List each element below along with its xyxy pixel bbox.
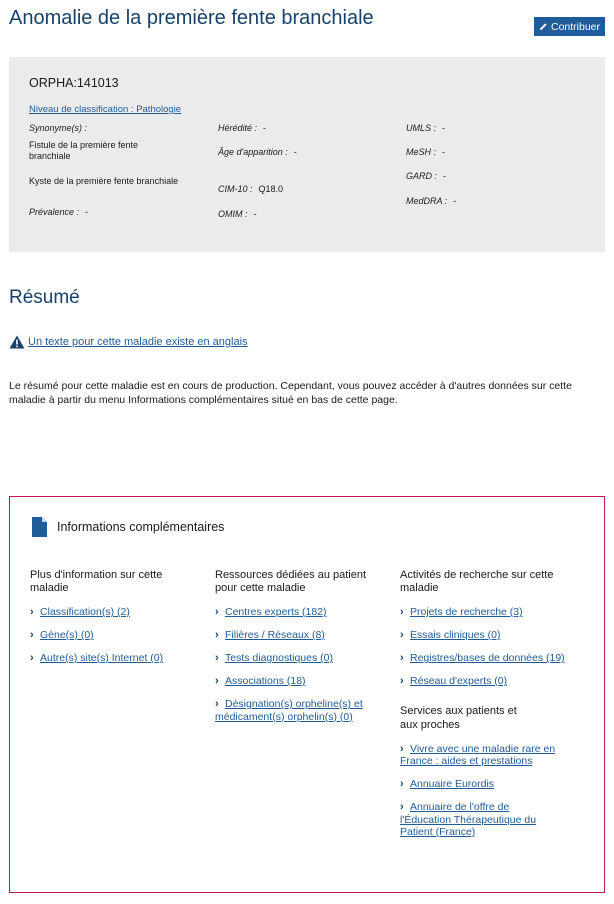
- synonym-item: Kyste de la première fente branchiale: [29, 176, 179, 186]
- associations-link[interactable]: › Associations (18): [215, 675, 306, 687]
- orphan-designations-link[interactable]: › Désignation(s) orpheline(s) et médicament(s) orphelin(s) (0): [215, 698, 363, 723]
- onset-age-field: Âge d'apparition : -: [218, 147, 297, 157]
- pencil-icon: [539, 22, 548, 31]
- synonym-item: Fistule de la première fente branchiale: [29, 140, 139, 161]
- chevron-right-icon: ›: [400, 801, 404, 813]
- warning-icon: [9, 335, 25, 349]
- therapeutic-education-directory-link[interactable]: › Annuaire de l'offre de l'Éducation Thérapeutique du Patient (France): [400, 801, 537, 838]
- contribute-label: Contribuer: [550, 20, 601, 33]
- chevron-right-icon: ›: [400, 606, 404, 618]
- registries-link[interactable]: › Registres/bases de données (19): [400, 652, 565, 664]
- more-info-col-patient: [215, 569, 385, 734]
- diagnostic-tests-link[interactable]: › Tests diagnostiques (0): [215, 652, 333, 664]
- chevron-right-icon: ›: [215, 652, 219, 664]
- chevron-right-icon: ›: [215, 629, 219, 641]
- classifications-link[interactable]: › Classification(s) (2): [30, 606, 130, 618]
- more-info-col-disease: [30, 569, 200, 675]
- classification-level-link[interactable]: Niveau de classification : Pathologie: [29, 104, 182, 115]
- genes-link[interactable]: › Gène(s) (0): [30, 629, 94, 641]
- expert-centres-link[interactable]: › Centres experts (182): [215, 606, 327, 618]
- chevron-right-icon: ›: [400, 652, 404, 664]
- chevron-right-icon: ›: [30, 606, 34, 618]
- other-websites-link[interactable]: › Autre(s) site(s) Internet (0): [30, 652, 164, 664]
- networks-link[interactable]: › Filières / Réseaux (8): [215, 629, 325, 641]
- chevron-right-icon: ›: [400, 675, 404, 687]
- meddra-field: MedDRA : -: [406, 196, 457, 206]
- chevron-right-icon: ›: [215, 698, 219, 710]
- prevalence-field: Prévalence : -: [29, 207, 89, 217]
- icd10-field: CIM-10 : Q18.0: [218, 184, 284, 194]
- col-heading: Ressources dédiées au patient pour cette maladie: [215, 569, 367, 594]
- more-info-title: Informations complémentaires: [57, 520, 225, 534]
- mesh-field: MeSH : -: [406, 147, 446, 157]
- expert-network-link[interactable]: › Réseau d'experts (0): [400, 675, 508, 687]
- chevron-right-icon: ›: [400, 742, 404, 755]
- chevron-right-icon: ›: [215, 675, 219, 687]
- living-with-rare-disease-link[interactable]: › Vivre avec une maladie rare en France : aides et prestations: [400, 742, 556, 767]
- umls-field: UMLS : -: [406, 123, 446, 133]
- chevron-right-icon: ›: [30, 652, 34, 664]
- summary-text: Le résumé pour cette maladie est en cours de production. Cependant, vous pouvez accéder à d'autres données sur cette maladie à partir du menu Informations complémentaires situé en bas de cette page.: [9, 380, 572, 406]
- chevron-right-icon: ›: [400, 629, 404, 641]
- document-icon: [32, 517, 47, 537]
- eurordis-directory-link[interactable]: › Annuaire Eurordis: [400, 778, 495, 790]
- more-info-panel: [9, 496, 605, 893]
- synonyms-label: Synonyme(s) :: [29, 123, 88, 133]
- col-heading: Activités de recherche sur cette maladie: [400, 569, 554, 594]
- omim-field: OMIM : -: [218, 209, 257, 219]
- col-heading: Plus d'information sur cette maladie: [30, 569, 163, 594]
- orpha-code: ORPHA:141013: [29, 76, 119, 90]
- clinical-trials-link[interactable]: › Essais cliniques (0): [400, 629, 501, 641]
- gard-field: GARD : -: [406, 171, 447, 181]
- more-info-col-research: [400, 569, 570, 849]
- research-projects-link[interactable]: › Projets de recherche (3): [400, 606, 523, 618]
- summary-title: Résumé: [9, 287, 80, 308]
- english-text-link[interactable]: Un texte pour cette maladie existe en anglais: [9, 335, 248, 349]
- chevron-right-icon: ›: [30, 629, 34, 641]
- chevron-right-icon: ›: [400, 778, 404, 790]
- more-info-header: [32, 517, 224, 537]
- chevron-right-icon: ›: [215, 606, 219, 618]
- heredity-field: Hérédité : -: [218, 123, 267, 133]
- services-heading: Services aux patients et aux proches: [400, 704, 517, 731]
- page-title: Anomalie de la première fente branchiale: [9, 7, 374, 29]
- contribute-button[interactable]: [534, 17, 605, 36]
- disease-info-panel: [9, 57, 605, 252]
